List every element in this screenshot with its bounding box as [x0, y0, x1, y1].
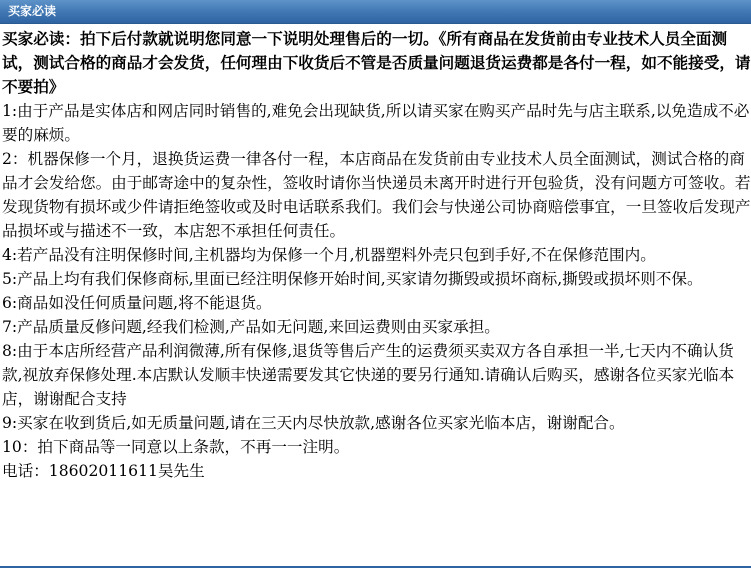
policy-item-7: 7:产品质量反修问题,经我们检测,产品如无问题,来回运费则由买家承担。 — [2, 318, 500, 336]
policy-item-8: 8:由于本店所经营产品利润微薄,所有保修,退货等售后产生的运费须买卖双方各自承担一半,七天内不确认货款,视放弃保修处理.本店默认发顺丰快递需要发其它快递的要另行通知.请确认后购买，感谢各位买家光临本店，谢谢配合支持 — [2, 342, 735, 408]
policy-item-10: 10：拍下商品等一同意以上条款，不再一一注明。 — [2, 438, 350, 456]
section-header-bar — [0, 0, 751, 24]
section-title: 买家必读 — [8, 4, 57, 18]
policy-item-6: 6:商品如没任何质量问题,将不能退货。 — [2, 294, 272, 312]
policy-item-5: 5:产品上均有我们保修商标,里面已经注明保修开始时间,买家请勿撕毁或损坏商标,撕毁或损坏则不保。 — [2, 270, 703, 288]
policy-item-9: 9:买家在收到货后,如无质量问题,请在三天内尽快放款,感谢各位买家光临本店，谢谢配合。 — [2, 414, 625, 432]
notice-content — [0, 24, 751, 483]
contact-phone: 电话：18602011611吴先生 — [2, 462, 205, 480]
buyer-notice: 买家必读：拍下后付款就说明您同意一下说明处理售后的一切。《所有商品在发货前由专业技术人员全面测试，测试合格的商品才会发货，任何理由下收货后不管是否质量问题退货运费都是各付一程，如不能接受，请不要拍》 — [2, 29, 751, 96]
policy-item-4: 4:若产品没有注明保修时间,主机器均为保修一个月,机器塑料外壳只包到手好,不在保修范围内。 — [2, 246, 656, 264]
policy-item-1: 1:由于产品是实体店和网店同时销售的,难免会出现缺货,所以请买家在购买产品时先与店主联系,以免造成不必要的麻烦。 — [2, 102, 750, 144]
policy-item-2: 2：机器保修一个月，退换货运费一律各付一程，本店商品在发货前由专业技术人员全面测试，测试合格的商品才会发给您。由于邮寄途中的复杂性，签收时请你当快递员未离开时进行开包验货，没有问题方可签收。若发现货物有损坏或少件请拒绝签收或及时电话联系我们。我们会与快递公司协商赔偿事宜，一旦签收后发现产品损坏或与描述不一致，本店恕不承担任何责任。 — [2, 150, 751, 240]
